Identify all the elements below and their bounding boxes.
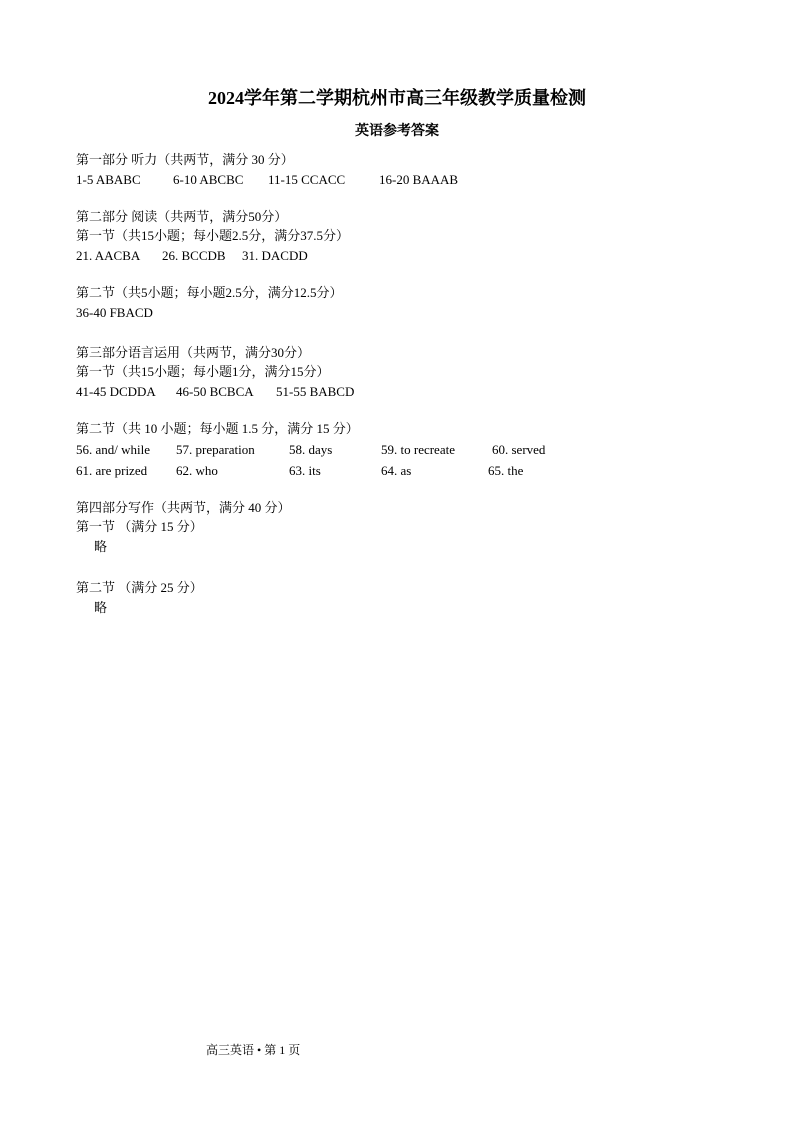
part3-section1-heading: 第一节（共15小题；每小题1分，满分15分）: [76, 364, 330, 379]
answer-56: 56. and/ while: [76, 442, 151, 457]
part4-section2-answer: 略: [94, 600, 108, 615]
part4-section2-heading: 第二节 （满分 25 分）: [76, 580, 203, 595]
part2-section2-heading: 第二节（共5小题；每小题2.5分，满分12.5分）: [76, 285, 343, 300]
part4-section1-heading: 第一节 （满分 15 分）: [76, 519, 203, 534]
answer-63: 63. its: [289, 463, 321, 478]
part1-answer-1: 1-5 ABABC: [76, 172, 141, 187]
answer-58: 58. days: [289, 442, 333, 457]
answer-59: 59. to recreate: [381, 442, 455, 457]
document-subtitle: 英语参考答案: [355, 124, 439, 139]
part2-section1-answer-1: 21. AACBA: [76, 248, 141, 263]
answer-57: 57. preparation: [176, 442, 255, 457]
part2-section2-answer-1: 36-40 FBACD: [76, 305, 153, 320]
part1-answer-4: 16-20 BAAAB: [379, 172, 459, 187]
part2-section1-answer-2: 26. BCCDB: [162, 248, 226, 263]
answer-60: 60. served: [492, 442, 546, 457]
answer-61: 61. are prized: [76, 463, 148, 478]
part4-heading: 第四部分写作（共两节，满分 40 分）: [76, 500, 291, 515]
answer-64: 64. as: [381, 463, 412, 478]
part3-section1-answer-2: 46-50 BCBCA: [176, 384, 254, 399]
part3-section1-answer-3: 51-55 BABCD: [276, 384, 355, 399]
page-footer: 高三英语 • 第 1 页: [206, 1043, 301, 1057]
part3-section1-answer-1: 41-45 DCDDA: [76, 384, 156, 399]
part2-section1-answer-3: 31. DACDD: [242, 248, 308, 263]
answer-65: 65. the: [488, 463, 524, 478]
answer-62: 62. who: [176, 463, 218, 478]
part2-heading: 第二部分 阅读（共两节，满分50分）: [76, 209, 288, 224]
part2-section1-heading: 第一节（共15小题；每小题2.5分，满分37.5分）: [76, 228, 350, 243]
document-title: 2024学年第二学期杭州市高三年级教学质量检测: [208, 88, 586, 108]
part3-section2-heading: 第二节（共 10 小题；每小题 1.5 分，满分 15 分）: [76, 421, 359, 436]
part1-answer-3: 11-15 CCACC: [268, 172, 346, 187]
part1-answer-2: 6-10 ABCBC: [173, 172, 244, 187]
part3-heading: 第三部分语言运用（共两节，满分30分）: [76, 345, 311, 360]
part1-heading: 第一部分 听力（共两节，满分 30 分）: [76, 152, 294, 167]
part4-section1-answer: 略: [94, 539, 108, 554]
